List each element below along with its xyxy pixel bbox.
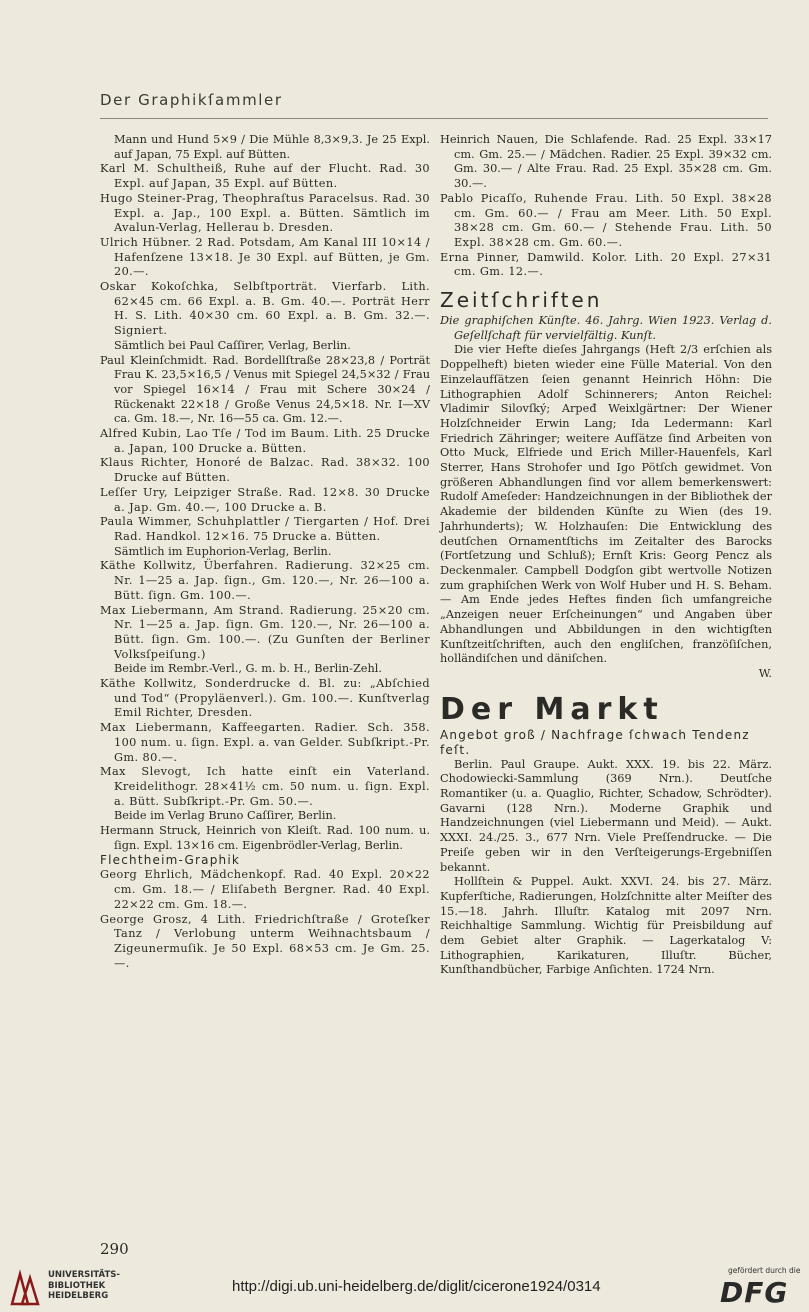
section-title-zeitschriften: Zeitſchriften [440,288,603,313]
entry: Oskar Kokoſchka, Selbſtporträt. Vierfarb. Lith. 62×45 cm. 66 Expl. a. B. Gm. 40.—. Porträt Herr H. S. Lith. 40×30 cm. 60 Expl. a. B. Gm. 32.—. Signiert. [100,280,430,338]
entry: Erna Pinner, Damwild. Kolor. Lith. 20 Expl. 27×31 cm. Gm. 12.—. [440,250,772,279]
entry: Max Liebermann, Am Strand. Radierung. 25×20 cm. Nr. 1—25 a. Jap. ſign. Gm. 120.—, Nr. 26—100 a. Bütt. ſign. Gm. 100.—. (Zu Gunſten der Berliner Volksſpeiſung.) [100,603,430,661]
entry: Klaus Richter, Honoré de Balzac. Rad. 38×32. 100 Drucke auf Bütten. [100,456,430,485]
auction-paragraph: Berlin. Paul Graupe. Aukt. XXX. 19. bis 22. März. Chodowiecki-Sammlung (369 Nrn.). Deutſche Romantiker (u. a. Quaglio, Richter, Schadow, Schrödter). Gavarni (128 Nrn.). Moderne Graphik und Handzeichnungen (viel Liebermann und Meid). — Aukt. XXXI. 24./25. 3., 677 Nrn. Viele Preſſendrucke. — Die Preiſe geben wir in den Verſteigerungs-Ergebniſſen bekannt. [440,757,772,874]
auction-paragraph: Hollſtein & Puppel. Aukt. XXVI. 24. bis 27. März. Kupferſtiche, Radierungen, Holzſchnitte alter Meiſter des 15.—18. Jahrh. Illuſtr. Katalog mit 2097 Nrn. Reichhaltige Sammlung. Wichtig für Preisbildung auf dem Gebiet alter Graphik. — Lagerkatalog V: Lithographien, Karikaturen, Illuſtr. Bücher, Kunſthandbücher, Farbige Anſichten. 1724 Nrn. [440,875,772,977]
entry: Max Slevogt, Ich hatte einſt ein Vaterland. Kreidelithogr. 28×41½ cm. 50 num. u. ſign. Expl. a. Bütt. Subſkript.-Pr. Gm. 50.—. [100,765,430,808]
header-rule [100,118,768,119]
publisher-note: Sämtlich bei Paul Caſſirer, Verlag, Berlin. [114,338,351,352]
page-number: 290 [100,1240,129,1258]
digitization-footer [0,1262,809,1312]
entry: Alfred Kubin, Lao Tſe / Tod im Baum. Lith. 25 Drucke a. Japan, 100 Drucke a. Bütten. [100,427,430,455]
entry: Leſſer Ury, Leipziger Straße. Rad. 12×8. 30 Drucke a. Jap. Gm. 40.—, 100 Drucke a. B. [100,485,430,514]
source-url-link[interactable]: http://digi.ub.uni-heidelberg.de/diglit/cicerone1924/0314 [232,1278,601,1295]
left-column [100,133,430,971]
publisher-note: Beide im Verlag Bruno Caſſirer, Berlin. [114,809,337,823]
subheading: Flechtheim-Graphik [100,853,241,868]
library-logo-icon [8,1268,42,1308]
entry: Paula Wimmer, Schuhplattler / Tiergarten / Hof. Drei Rad. Handkol. 12×16. 75 Drucke a. Bütten. [100,515,430,543]
entry: Käthe Kollwitz, Sonderdrucke d. Bl. zu: „Abſchied und Tod“ (Propyläenverl.). Gm. 100.—. Kunſtverlag Emil Richter, Dresden. [100,677,430,720]
entry: Paul Kleinſchmidt. Rad. Bordellſtraße 28×23,8 / Porträt Frau K. 23,5×16,5 / Venus mit Spiegel 24,5×32 / Frau vor Spiegel 16×14 / Frau mit Schere 30×24 / Rückenakt 22×18 / Große Venus 24,5×18. Nr. I—XV ca. Gm. 18.—, Nr. 16—55 ca. Gm. 12.—. [100,353,430,426]
journal-citation: Die graphiſchen Künſte. 46. Jahrg. Wien 1923. Verlag d. Geſellſchaft für vervielfältig. Kunſt. [440,314,772,342]
dfg-logo: DFG [720,1276,789,1309]
entry: Ulrich Hübner. 2 Rad. Potsdam, Am Kanal III 10×14 / Hafenſzene 13×18. Je 30 Expl. auf Bütten, je Gm. 20.—. [100,235,430,279]
entry: George Grosz, 4 Lith. Friedrichſtraße / Groteſker Tanz / Verlobung unterm Weihnachtsbaum / Zigeunermuſik. Je 50 Expl. 68×53 cm. Je Gm. 25.—. [100,912,430,970]
entry: Hermann Struck, Heinrich von Kleiſt. Rad. 100 num. u. ſign. Expl. 13×16 cm. Eigenbrödler-Verlag, Berlin. [100,824,430,852]
library-name: UNIVERSITÄTS- BIBLIOTHEK HEIDELBERG [48,1270,120,1301]
entry: Käthe Kollwitz, Überfahren. Radierung. 32×25 cm. Nr. 1—25 a. Jap. ſign., Gm. 120.—, Nr. 26—100 a. Bütt. ſign. Gm. 100.—. [100,559,430,602]
entry: Mann und Hund 5×9 / Die Mühle 8,3×9,3. Je 25 Expl. auf Japan, 75 Expl. auf Bütten. [114,133,430,161]
publisher-note: Sämtlich im Euphorion-Verlag, Berlin. [114,544,332,558]
section-title-markt: Der Markt [440,691,664,727]
right-column [440,133,772,978]
entry: Karl M. Schultheiß, Ruhe auf der Flucht. Rad. 30 Expl. auf Japan, 35 Expl. auf Bütten. [100,162,430,191]
entry: Pablo Picaſſo, Ruhende Frau. Lith. 50 Expl. 38×28 cm. Gm. 60.— / Frau am Meer. Lith. 50 Expl. 38×28 cm. Gm. 60.— / Stehende Frau. Lith. 50 Expl. 38×28 cm. Gm. 60.—. [440,191,772,249]
entry: Hugo Steiner-Prag, Theophraſtus Paracelsus. Rad. 30 Expl. a. Jap., 100 Expl. a. Bütten. Sämtlich im Avalun-Verlag, Hellerau b. Dresden. [100,191,430,235]
entry: Max Liebermann, Kaffeegarten. Radier. Sch. 358. 100 num. u. ſign. Expl. a. van Gelder. Subſkript.-Pr. Gm. 80.—. [100,721,430,764]
journal-review: Die vier Hefte dieſes Jahrgangs (Heft 2/3 erſchien als Doppelheft) bieten wieder eine Fülle Material. Von den Einzelaufſätzen ſeien genannt Heinrich Höhn: Die Lithographien Adolf Schinnerers; Anton Reichel: Vladimir Silovſký; Arpeđ Weixlgärtner: Der Wiener Holzſchneider Erwin Lang; Ida Ledermann: Karl Friedrich Zähringer; weitere Aufſätze ſind Arbeiten von Otto Muck, Elfriede und Erich Miller-Hauenfels, Karl Sterrer, Hans Strohofer und Igo Pötſch gewidmet. Von größeren Abhandlungen ſind vor allem bemerkenswert: Rudolf Ameſeder: Handzeichnungen in der Bibliothek der Akademie der bildenden Künſte zu Wien (des 19. Jahrhunderts); W. Holzhauſen: Die Entwicklung des deutſchen Ornamentſtichs im Zeitalter des Barocks (Fortſetzung und Schluß); Ernſt Kris: Georg Pencz als Deckenmaler. Campbell Dodgſon gibt wertvolle Notizen zum graphiſchen Werk von Wolf Huber und H. S. Beham. — Am Ende jedes Heftes finden ſich umfangreiche „Anzeigen neuer Erſcheinungen“ und Angaben über Abhandlungen und Abbildungen in den wichtigſten Kunſtzeitſchriften, auch den engliſchen, franzöſiſchen, holländiſchen und däniſchen. [440,343,772,666]
market-tendency: Angebot groß / Nachfrage ſchwach Tendenz feſt. [440,727,750,757]
entry: Georg Ehrlich, Mädchenkopf. Rad. 40 Expl. 20×22 cm. Gm. 18.— / Eliſabeth Bergner. Rad. 40 Expl. 22×22 cm. Gm. 18.—. [100,868,430,911]
funded-by-label: gefördert durch die [728,1266,801,1275]
running-head: Der Graphikſammler [100,91,283,109]
entry: Heinrich Nauen, Die Schlafende. Rad. 25 Expl. 33×17 cm. Gm. 25.— / Mädchen. Radier. 25 Expl. 39×32 cm. Gm. 30.— / Alte Frau. Rad. 25 Expl. 35×28 cm. Gm. 30.—. [440,133,772,191]
signature: W. [758,666,772,680]
publisher-note: Beide im Rembr.-Verl., G. m. b. H., Berlin-Zehl. [114,662,382,676]
